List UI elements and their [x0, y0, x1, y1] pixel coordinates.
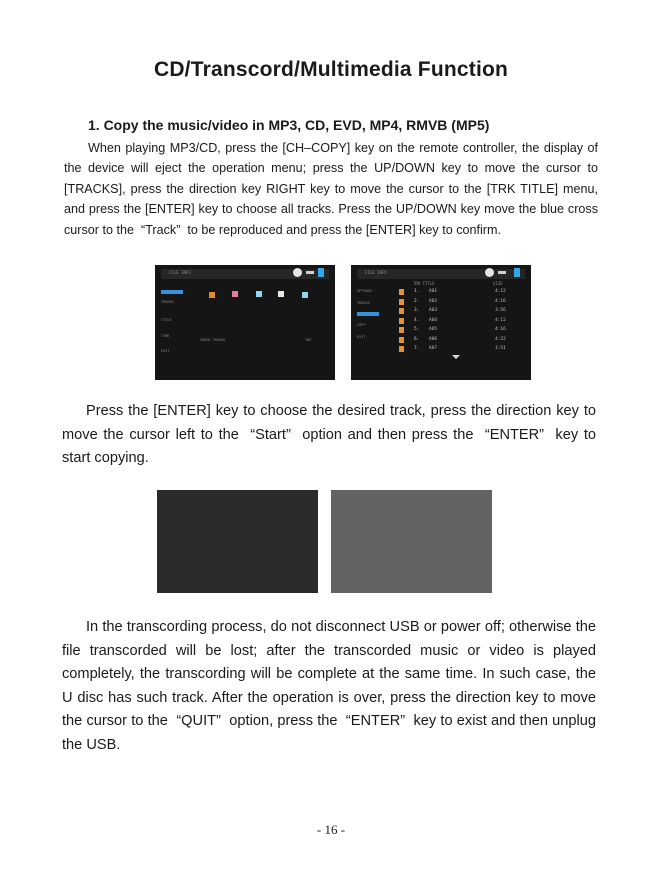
menu-cursor	[357, 312, 379, 316]
osd-title-text: FILE INFO	[365, 270, 387, 275]
music-file-icon	[399, 327, 404, 333]
menu-item: COPY	[357, 323, 366, 327]
osd-screen-track-list	[351, 265, 531, 380]
track-duration: 4:12	[495, 289, 506, 294]
osd-screen-tracks-menu	[155, 265, 335, 380]
file-type-icon	[232, 291, 238, 297]
menu-item: TITLE	[161, 318, 172, 322]
track-name: A02	[429, 298, 438, 304]
track-row[interactable]	[399, 308, 517, 315]
arrow-icon	[306, 271, 314, 274]
scroll-down-icon	[452, 355, 460, 359]
file-type-icon	[256, 291, 262, 297]
track-number: 2.	[414, 298, 420, 304]
osd-title-text: FILE INFO	[169, 270, 191, 275]
disc-icon	[485, 268, 494, 277]
track-name: A03	[429, 308, 438, 313]
music-file-icon	[399, 308, 404, 314]
track-row[interactable]	[399, 289, 517, 296]
menu-item: EXIT	[161, 349, 170, 353]
track-row[interactable]	[399, 318, 517, 325]
menu-item: EXIT	[357, 335, 366, 339]
page-title: CD/Transcord/Multimedia Function	[153, 58, 509, 81]
track-name: A04	[429, 317, 438, 323]
track-row[interactable]	[399, 346, 517, 353]
transcoding-warning-text: In the transcording process, do not disconnect USB or power off; otherwise the file transcorded will be lost; after the transcorded music or video is played completely, the transcording will be complete at the same time. In such case, the U disc has such track. After the operation is over, press the direction key to move the cursor to the “QUIT” option, press the “ENTER” key to exist and then unplug the USB.	[62, 619, 596, 753]
arrow-icon	[498, 271, 506, 274]
track-duration: 4:16	[495, 298, 506, 304]
section-heading: 1. Copy the music/video in MP3, CD, EVD, MP4, RMVB (MP5)	[88, 117, 490, 133]
track-number: 5.	[414, 327, 420, 332]
music-file-icon	[399, 337, 404, 343]
menu-item: TRACKS	[357, 301, 370, 305]
track-name: A05	[429, 327, 438, 332]
start-copy-text: Press the [ENTER] key to choose the desired track, press the direction key to move the cursor left to the “Start” option and then press the “ENTER” key to start copying.	[62, 403, 596, 466]
music-file-icon	[399, 299, 404, 305]
track-number: 4.	[414, 317, 420, 323]
music-file-icon	[399, 289, 404, 295]
gray-image-panel	[331, 490, 492, 593]
copy-instructions-text: When playing MP3/CD, press the [CH–COPY] key on the remote controller, the display of the device will eject the operation menu; press the UP/DOWN key to move the cursor to [TRACKS], press the direction key RIGHT key to move the cursor to the [TRK TITLE] menu, and press the [ENTER] key to choose all tracks. Press the UP/DOWN key move the blue cross cursor to the “Track” to be reproduced and press the [ENTER] key to confirm.	[64, 141, 598, 237]
track-duration: 3:51	[495, 346, 506, 351]
dark-image-panel	[157, 490, 318, 593]
start-copy-paragraph	[62, 400, 596, 471]
menu-item: TIME	[161, 334, 170, 338]
track-number: 6.	[414, 336, 420, 342]
osd-bottom-left-text: CHECK TRACKS	[200, 338, 226, 342]
track-duration: 4:12	[495, 317, 506, 323]
disc-icon	[293, 268, 302, 277]
music-file-icon	[399, 346, 404, 352]
column-header-title: TRK TITLE	[413, 281, 435, 286]
track-row[interactable]	[399, 337, 517, 344]
column-header-size: SIZE	[493, 281, 503, 286]
usb-icon	[318, 268, 324, 277]
track-duration: 4:16	[495, 327, 506, 332]
transcoding-warning-paragraph	[62, 616, 596, 757]
usb-icon	[514, 268, 520, 277]
copy-instructions-paragraph	[64, 138, 598, 240]
menu-item: TRACKS	[161, 300, 174, 304]
page-number: - 16 -	[316, 822, 346, 837]
track-name: A01	[429, 289, 438, 294]
track-number: 3.	[414, 308, 420, 313]
music-file-icon	[399, 318, 404, 324]
osd-bottom-right-text: TOP	[305, 338, 312, 342]
track-row[interactable]	[399, 327, 517, 334]
track-name: A07	[429, 346, 438, 351]
track-name: A06	[429, 336, 438, 342]
track-duration: 4:22	[495, 336, 506, 342]
track-number: 7.	[414, 346, 420, 351]
track-number: 1.	[414, 289, 420, 294]
menu-cursor	[161, 290, 183, 294]
track-duration: 3:56	[495, 308, 506, 313]
track-row[interactable]	[399, 299, 517, 306]
file-type-icon	[278, 291, 284, 297]
file-type-icon	[302, 292, 308, 298]
file-type-icon	[209, 292, 215, 298]
menu-item: OPTIONS	[357, 289, 372, 293]
